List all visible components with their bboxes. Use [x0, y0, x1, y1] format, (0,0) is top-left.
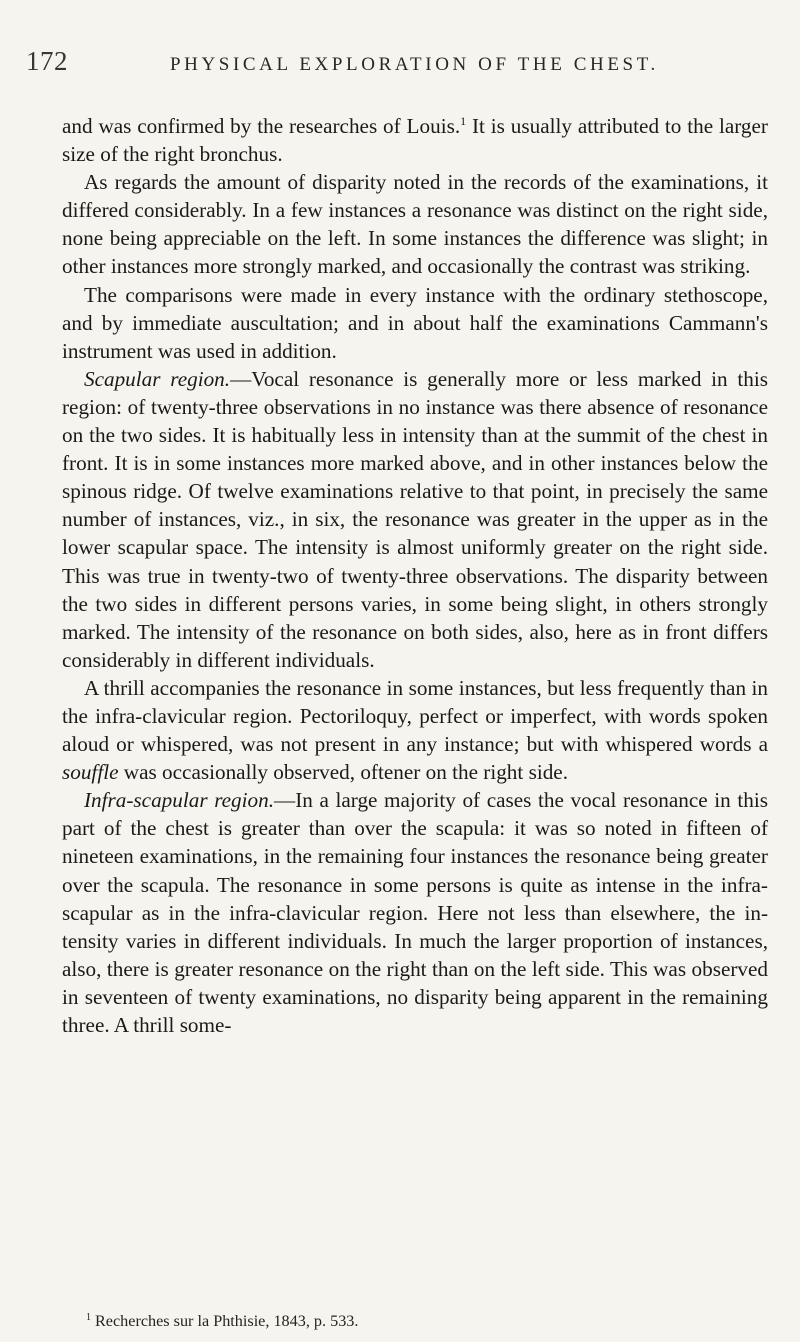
footnote [86, 1311, 766, 1331]
footnote-marker: 1 [86, 1311, 91, 1323]
paragraph-scapular-region [62, 365, 768, 674]
paragraph-text: A thrill accompanies the resonance in some instances, but less frequently than in the infra-clavicular region. Pectoriloquy, perfect or imperfect, with words spoken aloud or whispered, was not present in any instance; but with whispered words a [62, 675, 768, 757]
paragraph-thrill [62, 674, 768, 786]
running-title: PHYSICAL EXPLORATION OF THE CHEST. [170, 54, 659, 75]
paragraph-text: —In a large majority of cases the vocal resonance in this part of the chest is greater than over the scapula: it was so noted in fifteen of nineteen examinations, in the remaining four instances the resonance being greater over the scapula. The resonance in some persons is quite as intense in the infra-scapular as in the infra-clavicular region. Here not less than elsewhere, the intensity varies in different individuals. In much the larger proportion of instances, also, there is greater resonance on the right than on the left side. This was observed in seventeen of twenty examinations, no disparity being apparent in the remaining three. A thrill some- [62, 788, 768, 1037]
paragraph-text: was occasionally observed, oftener on the right side. [118, 760, 569, 785]
paragraph-disparity [62, 168, 768, 280]
paragraph-text: As regards the amount of disparity noted in the records of the examinations, it differed considerably. In a few instances a resonance was distinct on the right side, none being appreciable on the left. In some instances the difference was slight; in other instances more strongly marked, and occasionally the contrast was striking. [62, 170, 768, 279]
paragraph-text: and was confirmed by the researches of Louis. [62, 114, 461, 138]
running-head [26, 46, 760, 86]
paragraph-infra-scapular-region [62, 786, 768, 1039]
paragraph-text: The comparisons were made in every instance with the ordinary stethoscope, and by immediate auscultation; and in about half the examinations Cammann's instrument was used in addition. [62, 282, 768, 363]
body-text [62, 112, 768, 1039]
paragraph-comparisons [62, 281, 768, 365]
footnote-reference: 1 [460, 113, 467, 128]
page-number: 172 [26, 46, 68, 76]
paragraph-text: It is usually attributed to the larger size of the right bronchus. [62, 114, 768, 167]
paragraph-continuation [62, 112, 768, 168]
section-heading: Infra-scapular region. [84, 788, 275, 813]
section-heading: Scapular region. [84, 366, 231, 391]
footnote-text: Recherches sur la Phthisie, 1843, p. 533. [95, 1312, 359, 1330]
italic-term: souffle [62, 760, 119, 785]
paragraph-text: —Vocal resonance is generally more or less marked in this region: of twenty-three observations in no instance was there absence of resonance on the two sides. It is habitually less in intensity than at the summit of the chest in front. It is in some instances more marked above, and in other instances below the spinous ridge. Of twelve examinations relative to that point, in precisely the same number of instances, viz., in six, the resonance was greater in the upper as in the lower scapular space. The intensity is almost uniformly greater on the right side. This was true in twenty-two of twenty-three observations. The disparity between the two sides in different persons varies, in some being slight, in others strongly marked. The intensity of the resonance on both sides, also, here as in front differs considerably in different individuals. [62, 366, 768, 672]
